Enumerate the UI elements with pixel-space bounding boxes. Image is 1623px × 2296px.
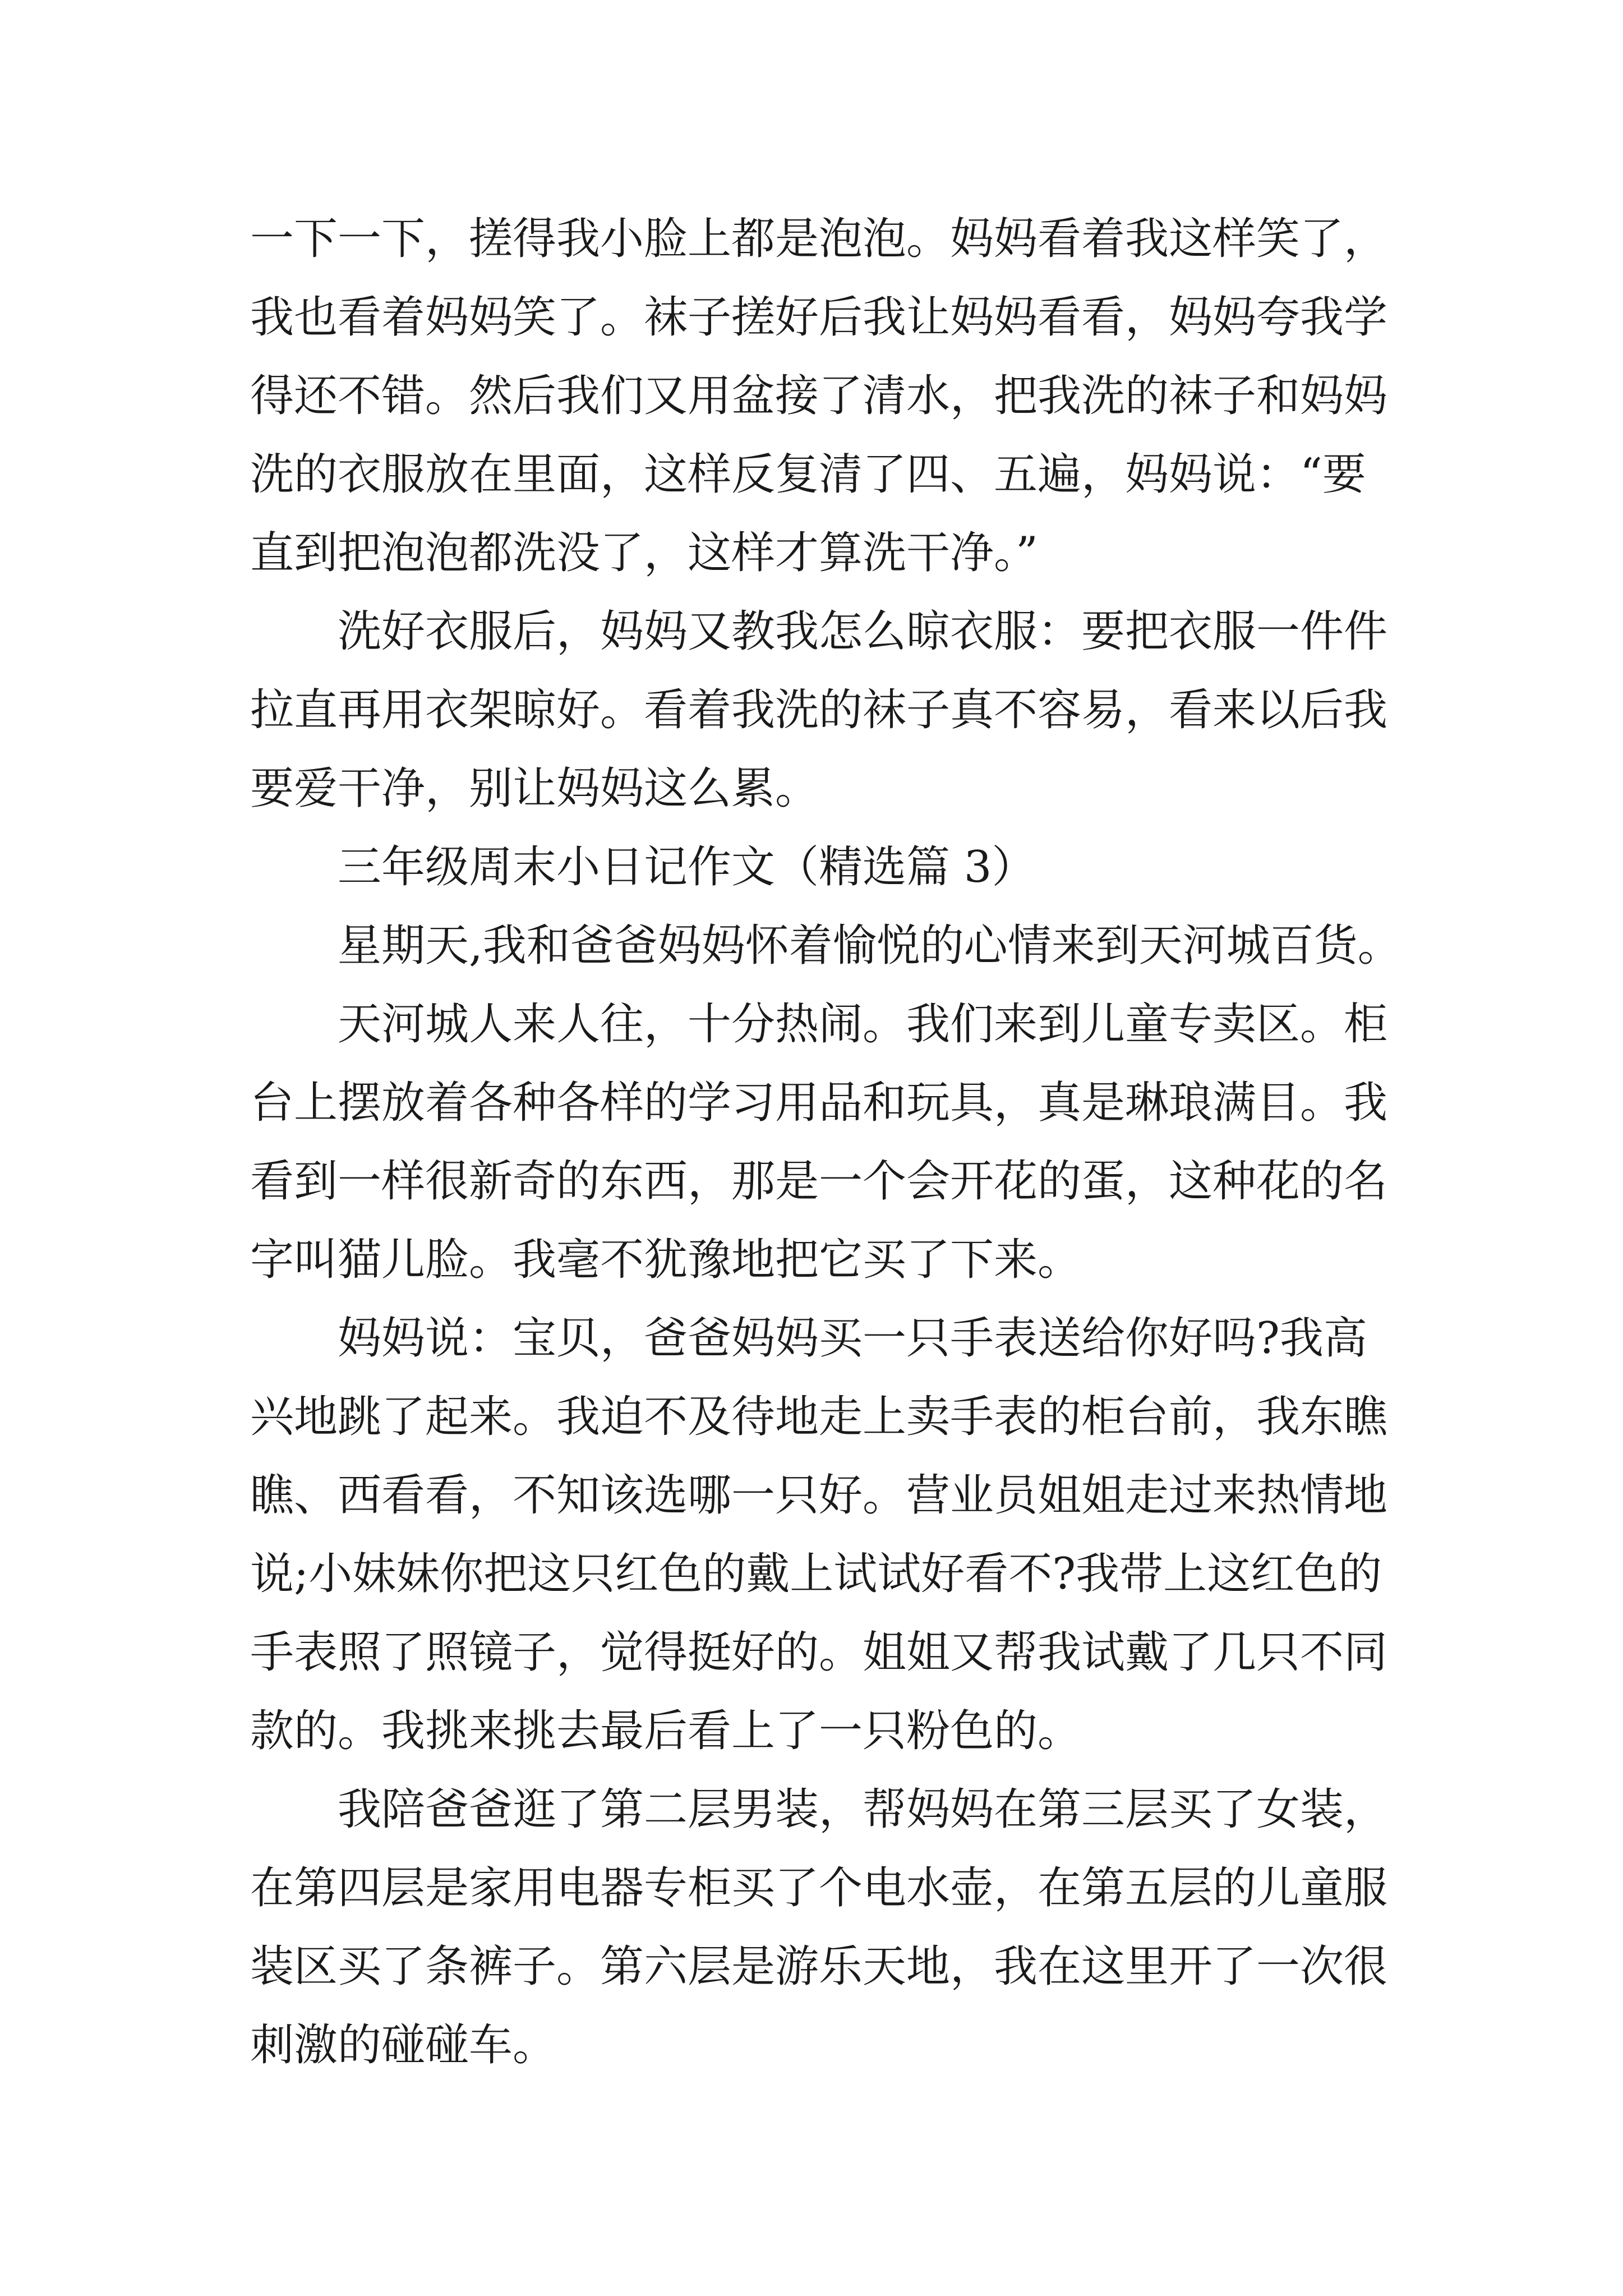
text-line: 要爱干净，别让妈妈这么累。 bbox=[250, 763, 819, 814]
text-line: 说;小妹妹你把这只红色的戴上试试好看不?我带上这红色的 bbox=[250, 1549, 1382, 1599]
text-line: 拉直再用衣架晾好。看着我洗的袜子真不容易，看来以后我 bbox=[250, 685, 1388, 735]
text-line: 款的。我挑来挑去最后看上了一只粉色的。 bbox=[250, 1706, 1082, 1756]
document-body bbox=[250, 200, 1401, 2085]
paragraph bbox=[250, 1770, 1394, 2085]
text-line: 直到把泡泡都洗没了，这样才算洗干净。” bbox=[250, 528, 1038, 578]
paragraph bbox=[250, 592, 1394, 828]
text-line: 星期天,我和爸爸妈妈怀着愉悦的心情来到天河城百货。 bbox=[338, 921, 1401, 971]
text-line: 在第四层是家用电器专柜买了个电水壶，在第五层的儿童服 bbox=[250, 1863, 1388, 1913]
text-line: 兴地跳了起来。我迫不及待地走上卖手表的柜台前，我东瞧 bbox=[250, 1392, 1388, 1442]
text-line: 天河城人来人往，十分热闹。我们来到儿童专卖区。柜 bbox=[338, 999, 1388, 1050]
text-line: 瞧、西看看，不知该选哪一只好。营业员姐姐走过来热情地 bbox=[250, 1470, 1388, 1521]
text-line: 我也看着妈妈笑了。袜子搓好后我让妈妈看看，妈妈夸我学 bbox=[250, 292, 1388, 343]
paragraph bbox=[250, 907, 1401, 985]
section-heading-text: 三年级周末小日记作文（精选篇 3） bbox=[338, 842, 1036, 892]
text-line: 我陪爸爸逛了第二层男装，帮妈妈在第三层买了女装， bbox=[338, 1784, 1388, 1835]
text-line: 装区买了条裤子。第六层是游乐天地，我在这里开了一次很 bbox=[250, 1941, 1388, 1992]
text-line: 台上摆放着各种各样的学习用品和玩具，真是琳琅满目。我 bbox=[250, 1078, 1388, 1128]
text-line: 得还不错。然后我们又用盆接了清水，把我洗的袜子和妈妈 bbox=[250, 371, 1388, 421]
text-line: 一下一下，搓得我小脸上都是泡泡。妈妈看着我这样笑了， bbox=[250, 214, 1388, 264]
text-line: 洗好衣服后，妈妈又教我怎么晾衣服：要把衣服一件件 bbox=[338, 606, 1388, 657]
text-line: 手表照了照镜子，觉得挺好的。姐姐又帮我试戴了几只不同 bbox=[250, 1627, 1388, 1678]
text-line: 洗的衣服放在里面，这样反复清了四、五遍，妈妈说：“要 bbox=[250, 449, 1366, 500]
text-line: 刺激的碰碰车。 bbox=[250, 2020, 557, 2070]
paragraph bbox=[250, 1299, 1394, 1770]
text-line: 妈妈说：宝贝，爸爸妈妈买一只手表送给你好吗?我高 bbox=[338, 1313, 1367, 1364]
paragraph bbox=[250, 985, 1394, 1299]
text-line: 字叫猫儿脸。我毫不犹豫地把它买了下来。 bbox=[250, 1235, 1082, 1285]
paragraph bbox=[250, 200, 1394, 592]
section-heading bbox=[250, 828, 1394, 907]
text-line: 看到一样很新奇的东西，那是一个会开花的蛋，这种花的名 bbox=[250, 1156, 1388, 1207]
